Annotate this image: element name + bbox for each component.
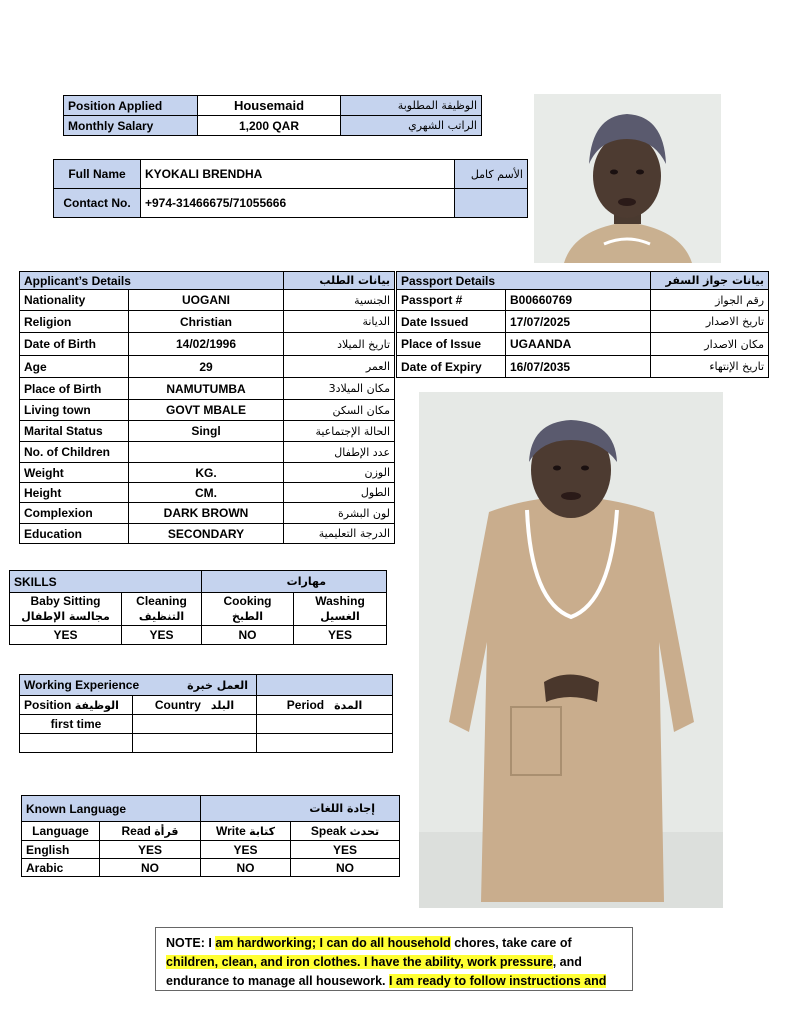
portrait-photo <box>534 94 721 263</box>
skill-value: YES <box>294 626 387 645</box>
skill-name-ar: مجالسة الإطفال <box>21 610 110 623</box>
language-read: YES <box>100 841 201 859</box>
applicant-label: Living town <box>20 400 129 421</box>
applicant-label-ar: مكان السكن <box>284 400 395 421</box>
language-write: NO <box>201 859 291 877</box>
passport-value: UGAANDA <box>506 333 651 356</box>
applicant-label: Marital Status <box>20 421 129 442</box>
applicant-label: Nationality <box>20 290 129 311</box>
experience-position: first time <box>20 715 133 734</box>
applicant-value: Singl <box>129 421 284 442</box>
language-col-read <box>100 822 201 841</box>
col-label-ar: المدة <box>334 699 363 712</box>
contact-empty-cell <box>455 189 528 218</box>
applicant-label: Religion <box>20 311 129 333</box>
applicant-value: DARK BROWN <box>129 503 284 524</box>
experience-title-ar: العمل خبرة <box>187 679 249 692</box>
note-text: chores, take care of <box>450 936 572 950</box>
skill-name-ar: التنظيف <box>138 610 185 623</box>
passport-value: 16/07/2035 <box>506 356 651 378</box>
full-name-value: KYOKALI BRENDHA <box>141 160 455 189</box>
passport-label-ar: رقم الجواز <box>651 290 769 311</box>
applicant-table <box>19 271 395 544</box>
applicant-label-ar: الديانة <box>284 311 395 333</box>
note-text: NOTE: I <box>166 936 216 950</box>
passport-value: 17/07/2025 <box>506 311 651 333</box>
applicant-value: NAMUTUMBA <box>129 378 284 400</box>
passport-label: Place of Issue <box>397 333 506 356</box>
applicant-label: Height <box>20 483 129 503</box>
applicant-label: Weight <box>20 463 129 483</box>
applicant-value: 14/02/1996 <box>129 333 284 356</box>
applicant-label-ar: الجنسية <box>284 290 395 311</box>
col-label: Read <box>121 824 151 838</box>
salary-value: 1,200 QAR <box>198 116 341 136</box>
col-label-ar: الوظيفة <box>74 699 119 712</box>
skill-value: NO <box>202 626 294 645</box>
language-read: NO <box>100 859 201 877</box>
skills-table <box>9 570 387 645</box>
skill-header-cleaning <box>122 593 202 626</box>
language-name: English <box>22 841 100 859</box>
col-label: Write <box>216 824 246 838</box>
applicant-label-ar: تاريخ الميلاد <box>284 333 395 356</box>
language-speak: YES <box>291 841 400 859</box>
experience-title-empty <box>257 675 393 696</box>
language-title: Known Language <box>22 796 201 822</box>
language-table <box>21 795 400 877</box>
applicant-value: Christian <box>129 311 284 333</box>
col-label: Position <box>24 698 72 712</box>
applicant-value <box>129 442 284 463</box>
col-label: Country <box>154 698 201 712</box>
position-label-ar: الوظيفة المطلوبة <box>341 96 482 116</box>
note-highlight: children, clean, and iron clothes. I have the ability, work pressure <box>166 955 553 969</box>
skill-header-cooking <box>202 593 294 626</box>
note-highlight: I am ready to follow instructions and <box>388 974 607 988</box>
col-label-ar: تحدث <box>349 825 380 838</box>
applicant-value: GOVT MBALE <box>129 400 284 421</box>
applicant-rows <box>20 290 395 544</box>
language-col-language: Language <box>22 822 100 841</box>
applicant-value: KG. <box>129 463 284 483</box>
language-speak: NO <box>291 859 400 877</box>
passport-label-ar: تاريخ الإنتهاء <box>651 356 769 378</box>
experience-col-position <box>20 696 133 715</box>
language-title-ar: إجادة اللغات <box>201 796 400 822</box>
applicant-label-ar: الطول <box>284 483 395 503</box>
applicant-label: Date of Birth <box>20 333 129 356</box>
experience-col-period <box>257 696 393 715</box>
skill-name-ar: الطبخ <box>231 610 264 623</box>
applicant-title-ar: بيانات الطلب <box>284 272 395 290</box>
skill-name: Cooking <box>223 594 272 608</box>
language-name: Arabic <box>22 859 100 877</box>
applicant-value: CM. <box>129 483 284 503</box>
applicant-label-ar: عدد الإطفال <box>284 442 395 463</box>
applicant-label-ar: مكان الميلاد3 <box>284 378 395 400</box>
skill-header-baby-sitting <box>10 593 122 626</box>
col-label-ar: كتابة <box>249 825 275 838</box>
note-box <box>155 927 633 991</box>
skill-name: Washing <box>315 594 365 608</box>
passport-title: Passport Details <box>397 272 651 290</box>
applicant-label-ar: الحالة الإجتماعية <box>284 421 395 442</box>
passport-table <box>396 271 769 378</box>
col-label: Speak <box>310 824 347 838</box>
full-name-label: Full Name <box>54 160 141 189</box>
passport-label: Passport # <box>397 290 506 311</box>
skill-value: YES <box>10 626 122 645</box>
experience-title <box>20 675 257 696</box>
skill-name-ar: الغسيل <box>320 610 360 623</box>
col-label: Period <box>286 698 325 712</box>
applicant-value: UOGANI <box>129 290 284 311</box>
experience-title-en: Working Experience <box>24 678 140 692</box>
passport-label-ar: تاريخ الاصدار <box>651 311 769 333</box>
experience-table <box>19 674 393 753</box>
applicant-label-ar: لون البشرة <box>284 503 395 524</box>
passport-value: B00660769 <box>506 290 651 311</box>
passport-title-ar: بيانات جواز السفر <box>651 272 769 290</box>
full-body-photo <box>419 392 723 908</box>
note-text: , and endurance to manage all housework. <box>166 955 582 988</box>
applicant-label-ar: العمر <box>284 356 395 378</box>
applicant-title: Applicant’s Details <box>20 272 284 290</box>
experience-position <box>20 734 133 753</box>
experience-country <box>133 715 257 734</box>
passport-label-ar: مكان الاصدار <box>651 333 769 356</box>
full-name-label-ar: الأسم كامل <box>455 160 528 189</box>
skill-header-washing <box>294 593 387 626</box>
applicant-value: SECONDARY <box>129 524 284 544</box>
applicant-label-ar: الدرجة التعليمية <box>284 524 395 544</box>
passport-label: Date Issued <box>397 311 506 333</box>
applicant-value: 29 <box>129 356 284 378</box>
note-highlight: am hardworking; I can do all household <box>215 936 451 950</box>
position-value: Housemaid <box>198 96 341 116</box>
language-write: YES <box>201 841 291 859</box>
applicant-label: Age <box>20 356 129 378</box>
language-col-speak <box>291 822 400 841</box>
experience-period <box>257 715 393 734</box>
applicant-label: No. of Children <box>20 442 129 463</box>
applicant-label: Education <box>20 524 129 544</box>
language-col-write <box>201 822 291 841</box>
col-label-ar: قرأة <box>154 825 179 838</box>
experience-country <box>133 734 257 753</box>
applicant-label: Complexion <box>20 503 129 524</box>
salary-label-ar: الراتب الشهري <box>341 116 482 136</box>
contact-label: Contact No. <box>54 189 141 218</box>
position-label: Position Applied <box>64 96 198 116</box>
col-label-ar: البلد <box>210 699 235 712</box>
skills-title: SKILLS <box>10 571 202 593</box>
applicant-label: Place of Birth <box>20 378 129 400</box>
skill-value: YES <box>122 626 202 645</box>
position-table <box>63 95 482 136</box>
passport-label: Date of Expiry <box>397 356 506 378</box>
skills-title-ar: مهارات <box>202 571 387 593</box>
contact-value: +974-31466675/71055666 <box>141 189 455 218</box>
experience-col-country <box>133 696 257 715</box>
skill-name: Cleaning <box>136 594 187 608</box>
salary-label: Monthly Salary <box>64 116 198 136</box>
experience-period <box>257 734 393 753</box>
skill-name: Baby Sitting <box>30 594 101 608</box>
contact-table <box>53 159 528 218</box>
applicant-label-ar: الوزن <box>284 463 395 483</box>
